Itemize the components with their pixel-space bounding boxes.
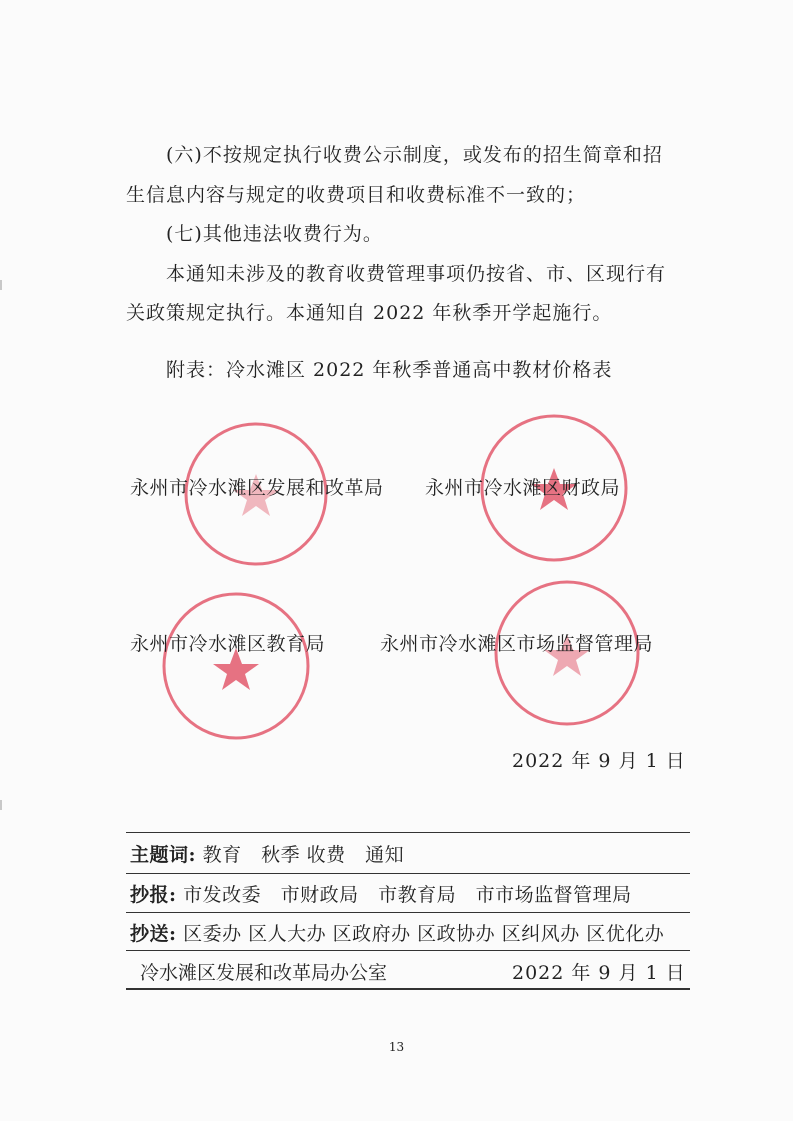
- signature-org-education: 永州市冷水滩区教育局: [130, 633, 326, 655]
- report-row: [130, 880, 632, 907]
- signature-org-finance: 永州市冷水滩区财政局: [425, 477, 621, 499]
- body-line-7: (七)其他违法收费行为。: [166, 223, 383, 245]
- seal-stamp-education: [160, 590, 312, 742]
- keywords-label: 主题词:: [130, 844, 197, 866]
- keywords-value: 教育 秋季 收费 通知: [202, 844, 405, 866]
- attachment-line: 附表：冷水滩区 2022 年秋季普通高中教材价格表: [166, 359, 613, 381]
- divider: [126, 912, 690, 913]
- cc-row: [130, 919, 664, 946]
- cc-value: 区委办 区人大办 区政府办 区政协办 区纠风办 区优化办: [183, 923, 665, 945]
- signature-org-market: 永州市冷水滩区市场监督管理局: [380, 633, 654, 655]
- signature-date: 2022 年 9 月 1 日: [512, 750, 686, 772]
- issuer-office: 冷水滩区发展和改革局办公室: [140, 962, 388, 984]
- report-value: 市发改委 市财政局 市教育局 市市场监督管理局: [183, 884, 632, 906]
- page-number: 13: [388, 1040, 405, 1054]
- body-paragraph-cont: 关政策规定执行。本通知自 2022 年秋季开学起施行。: [126, 302, 613, 324]
- scan-edge-mark: [0, 280, 2, 290]
- cc-label: 抄送:: [130, 923, 177, 945]
- divider: [126, 950, 690, 951]
- divider: [126, 873, 690, 874]
- top-divider: [126, 832, 690, 833]
- signature-org-drc: 永州市冷水滩区发展和改革局: [130, 477, 384, 499]
- report-label: 抄报:: [130, 884, 177, 906]
- scan-edge-mark: [0, 800, 2, 810]
- body-line-6: (六)不按规定执行收费公示制度，或发布的招生简章和招: [166, 144, 663, 166]
- body-paragraph: 本通知未涉及的教育收费管理事项仍按省、市、区现行有: [166, 263, 667, 285]
- bottom-divider: [126, 988, 690, 990]
- keywords-row: [130, 840, 404, 867]
- body-line-6-cont: 生信息内容与规定的收费项目和收费标准不一致的；: [126, 184, 587, 206]
- issue-date: 2022 年 9 月 1 日: [512, 962, 686, 984]
